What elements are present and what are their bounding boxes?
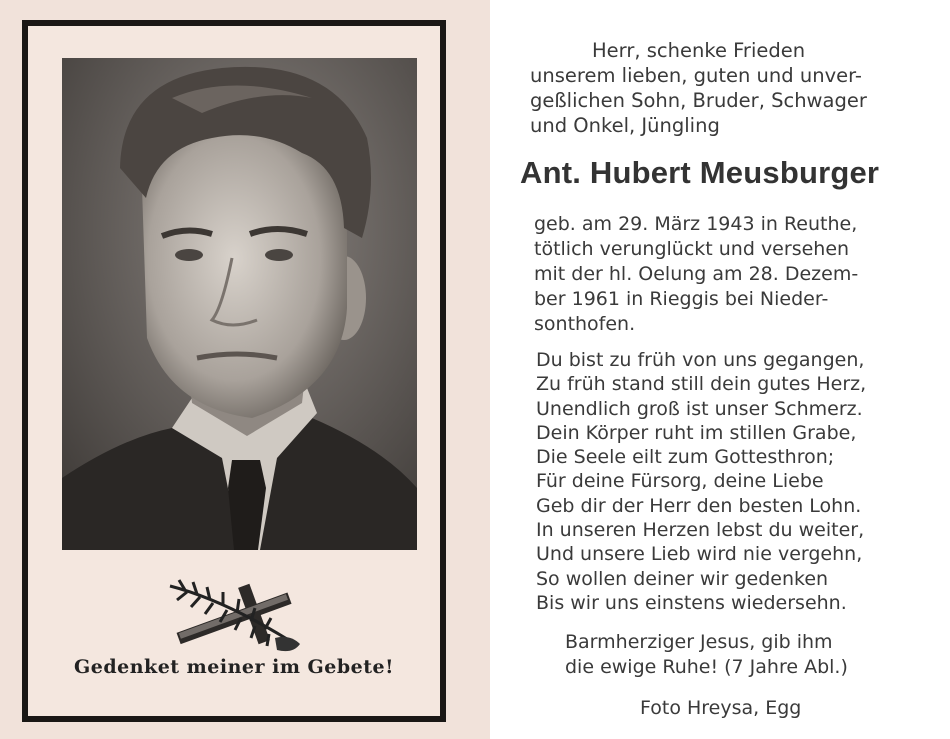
poem-line: Du bist zu früh von uns gegangen, <box>536 349 865 371</box>
memorial-poem <box>536 348 936 615</box>
prayer-intro-line: und Onkel, Jüngling <box>530 114 720 137</box>
poem-line: Dein Körper ruht im stillen Grabe, <box>536 421 857 444</box>
poem-line: Die Seele eilt zum Gottesthron; <box>536 446 835 469</box>
bio-line: ber 1961 in Rieggis bei Nieder- <box>534 288 829 310</box>
bio-line: tötlich verunglückt und versehen <box>534 238 850 260</box>
poem-line: So wollen deiner wir gedenken <box>536 567 829 590</box>
memorial-card-back <box>490 0 950 739</box>
closing-line: die ewige Ruhe! (7 Jahre Abl.) <box>565 656 848 678</box>
poem-line: Geb dir der Herr den besten Lohn. <box>536 494 862 517</box>
poem-line: Bis wir uns einstens wiedersehn. <box>536 591 847 614</box>
palm-and-cross-emblem <box>165 578 315 658</box>
prayer-intro-line: Herr, schenke Frieden <box>592 39 806 62</box>
prayer-intro <box>530 38 920 138</box>
portrait-photo <box>62 58 417 550</box>
biography <box>534 212 924 337</box>
poem-line: In unseren Herzen lebst du weiter, <box>536 519 865 542</box>
closing-prayer <box>565 630 935 680</box>
bio-line: geb. am 29. März 1943 in Reuthe, <box>534 213 858 235</box>
poem-line: Unendlich groß ist unser Schmerz. <box>536 397 863 420</box>
deceased-name: Ant. Hubert Meusburger <box>520 155 880 190</box>
photo-credit: Foto Hreysa, Egg <box>640 697 802 719</box>
poem-line: Für deine Fürsorg, deine Liebe <box>536 470 824 493</box>
bio-line: sonthofen. <box>534 313 636 335</box>
motto-text: Gedenket meiner im Gebete! <box>74 656 394 678</box>
poem-line: Zu früh stand still dein gutes Herz, <box>536 373 867 396</box>
prayer-intro-line: unserem lieben, guten und unver- <box>530 64 862 87</box>
closing-line: Barmherziger Jesus, gib ihm <box>565 631 833 653</box>
poem-line: Und unsere Lieb wird nie vergehn, <box>536 543 863 566</box>
bio-line: mit der hl. Oelung am 28. Dezem- <box>534 263 859 285</box>
prayer-intro-line: geßlichen Sohn, Bruder, Schwager <box>530 89 867 112</box>
